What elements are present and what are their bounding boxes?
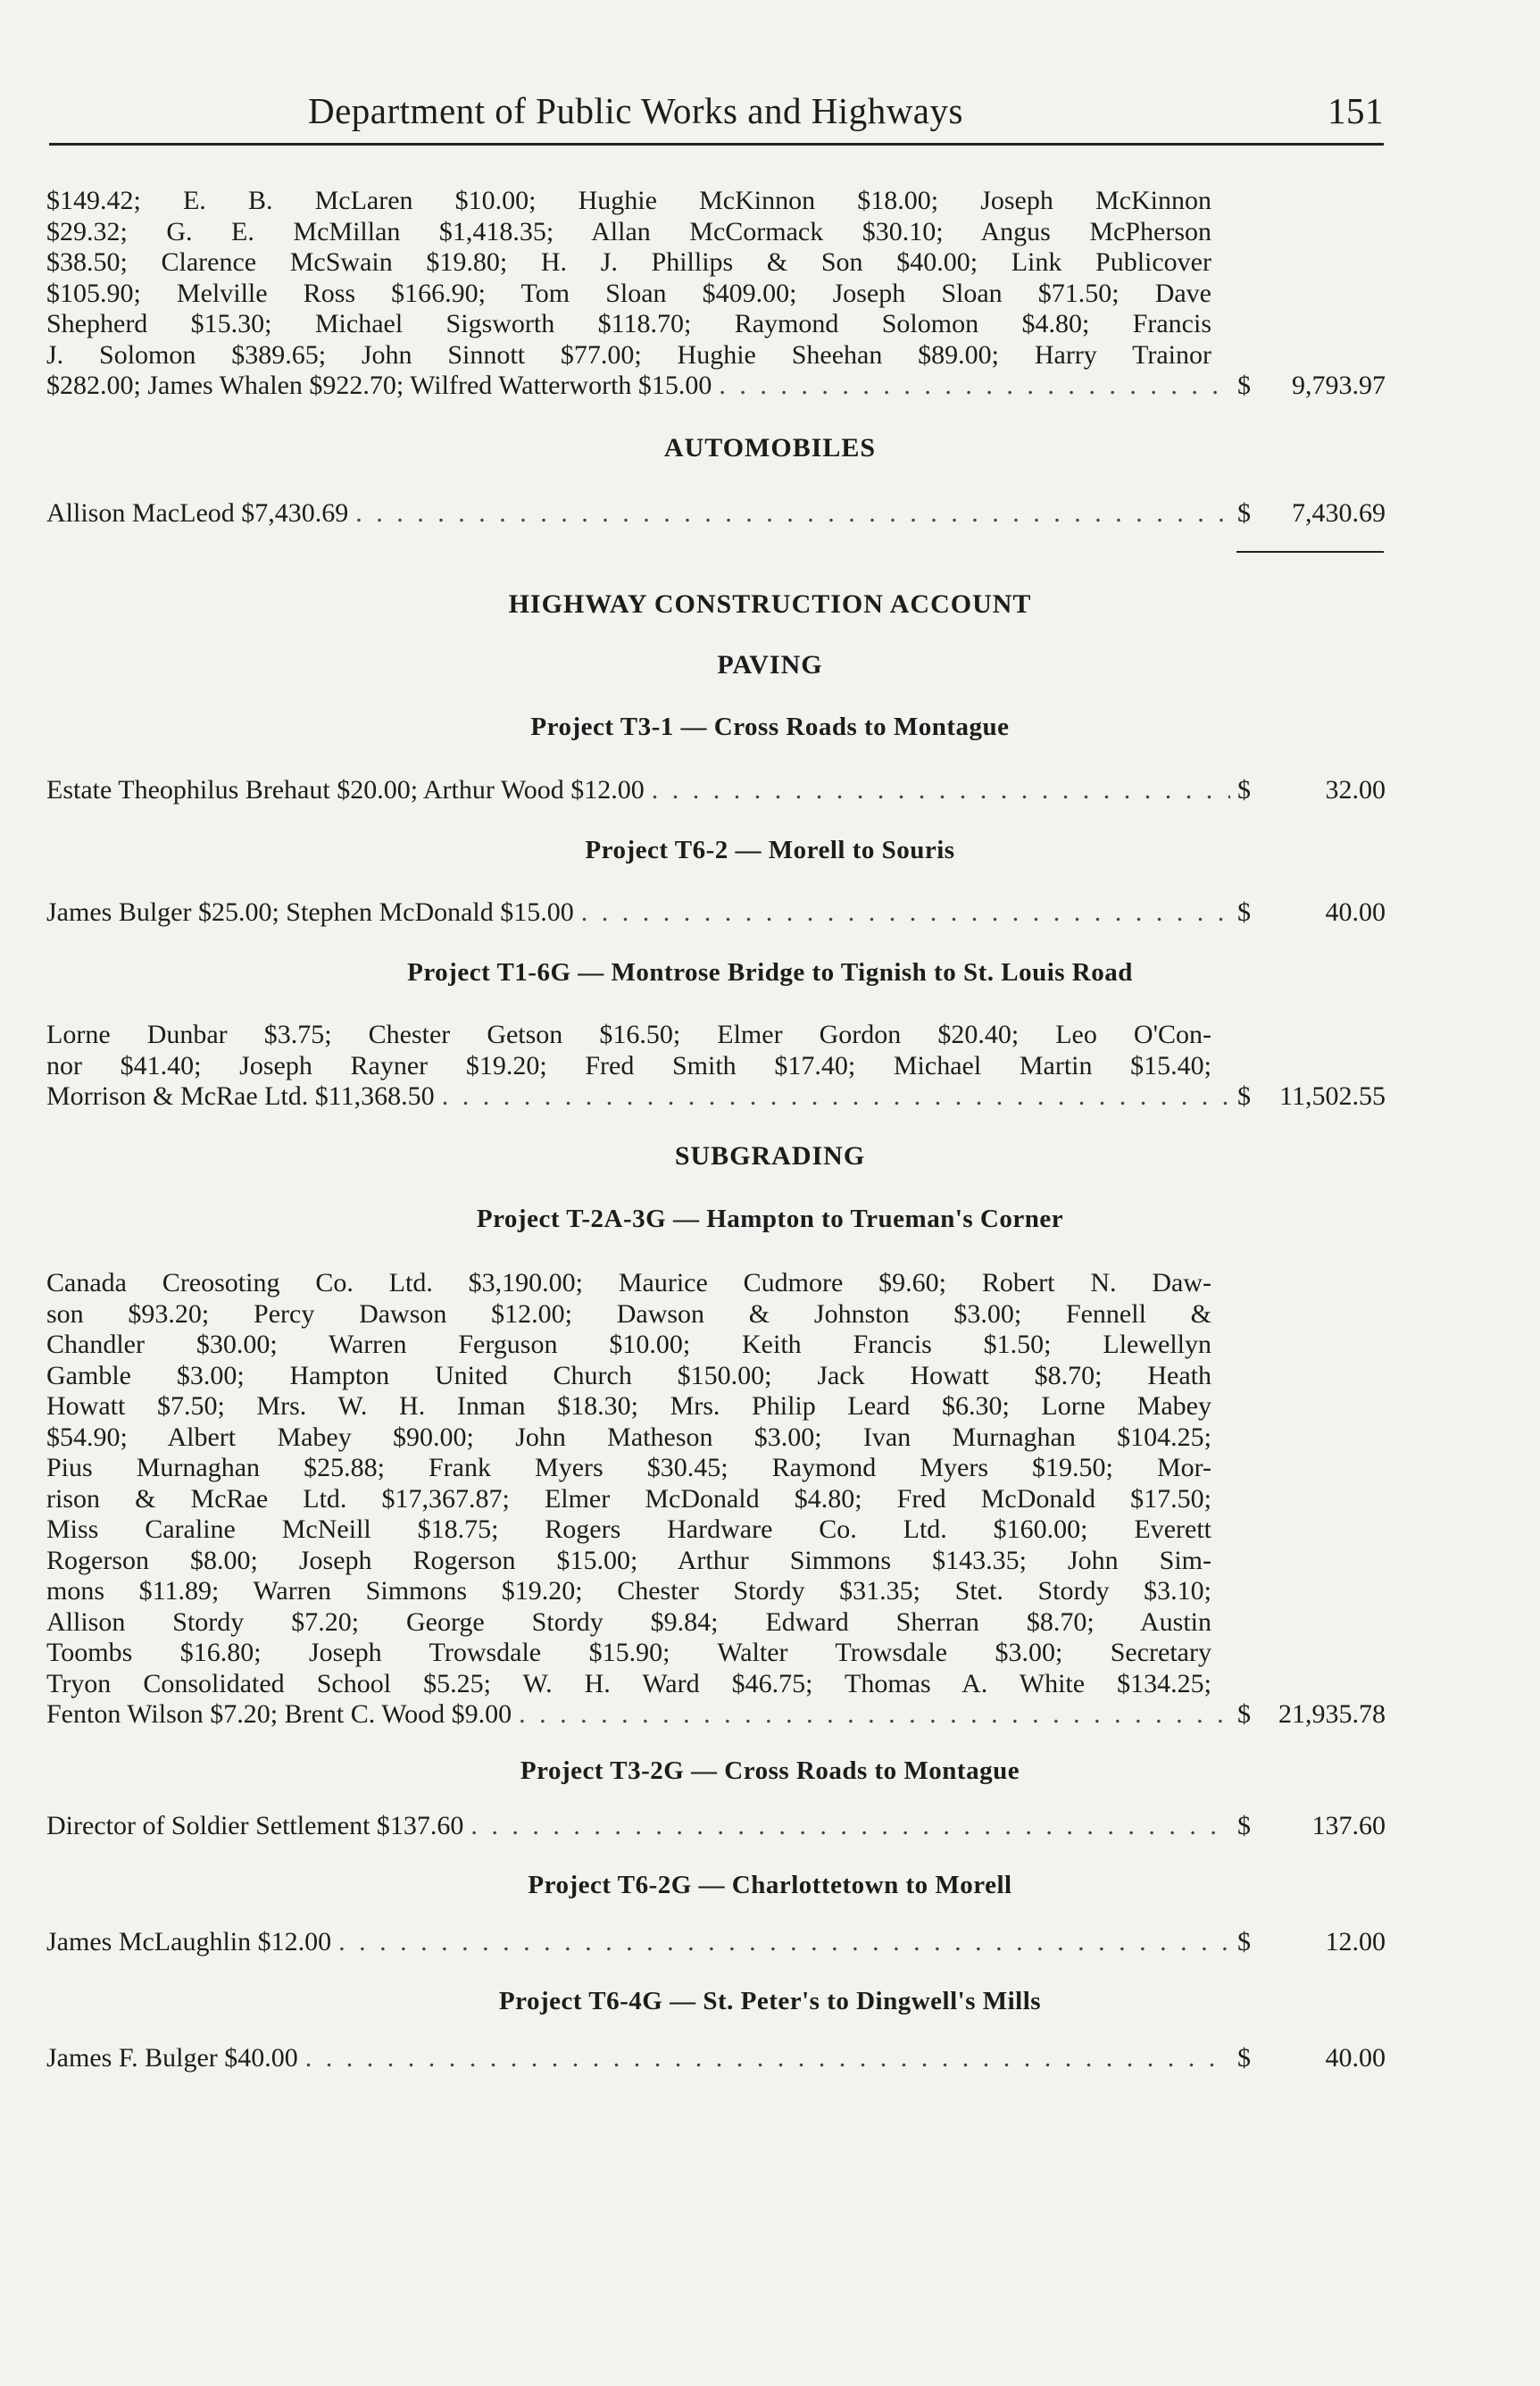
payment-line: James F. Bulger $40.00 (46, 2043, 298, 2073)
total-underline (1236, 551, 1384, 553)
project-title: Project T-2A-3G — Hampton to Trueman's Corner (476, 1205, 1064, 1233)
project-title: Project T3-1 — Cross Roads to Montague (530, 713, 1010, 741)
project-title: Project T3-2G — Cross Roads to Montague (520, 1756, 1020, 1785)
total-amount: 40.00 (1325, 2043, 1386, 2073)
dot-leader (519, 1699, 1230, 1731)
dot-leader (355, 498, 1230, 530)
currency-sign: $ (1237, 371, 1251, 400)
payment-line: nor $41.40; Joseph Rayner $19.20; Fred Smith $17.40; Michael Martin $15.40; (46, 1050, 1211, 1080)
project-block (46, 775, 1386, 806)
total-line (46, 1699, 1386, 1731)
payment-line: Tryon Consolidated School $5.25; W. H. Ward $46.75; Thomas A. White $134.25; (46, 1668, 1211, 1698)
payment-line: Morrison & McRae Ltd. $11,368.50 (46, 1081, 435, 1111)
payment-line: Pius Murnaghan $25.88; Frank Myers $30.45; Raymond Myers $19.50; Mor- (46, 1453, 1211, 1482)
payment-line: $149.42; E. B. McLaren $10.00; Hughie McKinnon $18.00; Joseph McKinnon (46, 186, 1211, 215)
project-title: Project T6-2G — Charlottetown to Morell (528, 1871, 1012, 1899)
payment-line: Estate Theophilus Brehaut $20.00; Arthur Wood $12.00 (46, 775, 645, 805)
currency-sign: $ (1237, 2043, 1251, 2073)
total-line (46, 1811, 1386, 1842)
running-header (49, 89, 1384, 143)
currency-sign: $ (1237, 1811, 1251, 1840)
payment-line: Allison Stordy $7.20; George Stordy $9.84; Edward Sherran $8.70; Austin (46, 1606, 1211, 1637)
total-line (46, 775, 1386, 806)
dot-leader (305, 2043, 1230, 2074)
payment-line: Chandler $30.00; Warren Ferguson $10.00; Keith Francis $1.50; Llewellyn (46, 1330, 1211, 1359)
header-title: Department of Public Works and Highways (308, 90, 963, 131)
payment-line: $282.00; James Whalen $922.70; Wilfred Watterworth $15.00 (46, 371, 712, 400)
total-line (46, 1927, 1386, 1958)
payment-line: Shepherd $15.30; Michael Sigsworth $118.70; Raymond Solomon $4.80; Francis (46, 309, 1211, 338)
automobiles-block (46, 498, 1386, 530)
payment-line: $54.90; Albert Mabey $90.00; John Matheson $3.00; Ivan Murnaghan $104.25; (46, 1422, 1211, 1452)
payment-line: Fenton Wilson $7.20; Brent C. Wood $9.00 (46, 1699, 512, 1729)
payment-line: James McLaughlin $12.00 (46, 1927, 332, 1956)
dot-leader (470, 1811, 1230, 1842)
total-line (46, 498, 1386, 530)
total-line (46, 371, 1386, 402)
total-amount: 11,502.55 (1279, 1081, 1386, 1111)
payment-line: mons $11.89; Warren Simmons $19.20; Chester Stordy $31.35; Stet. Stordy $3.10; (46, 1576, 1211, 1606)
project-title: Project T6-4G — St. Peter's to Dingwell's Mills (498, 1987, 1042, 2015)
section-heading-highway-account: HIGHWAY CONSTRUCTION ACCOUNT (508, 589, 1032, 619)
project-block (46, 1020, 1386, 1113)
total-line (46, 897, 1386, 929)
total-line (46, 1081, 1386, 1113)
project-block (46, 2043, 1386, 2074)
dot-leader (581, 897, 1230, 929)
payment-line: son $93.20; Percy Dawson $12.00; Dawson & Johnston $3.00; Fennell & (46, 1298, 1211, 1329)
payment-line: Howatt $7.50; Mrs. W. H. Inman $18.30; Mrs. Philip Leard $6.30; Lorne Mabey (46, 1391, 1211, 1421)
project-title: Project T6-2 — Morell to Souris (585, 836, 955, 864)
section-heading-paving: PAVING (717, 650, 823, 680)
section-heading-subgrading: SUBGRADING (674, 1141, 866, 1171)
total-amount: 12.00 (1325, 1927, 1386, 1956)
dot-leader (719, 371, 1230, 402)
dot-leader (338, 1927, 1230, 1958)
currency-sign: $ (1237, 1081, 1251, 1111)
payment-line: Director of Soldier Settlement $137.60 (46, 1811, 464, 1840)
project-block (46, 897, 1386, 929)
payment-line: Miss Caraline McNeill $18.75; Rogers Hardware Co. Ltd. $160.00; Everett (46, 1514, 1211, 1544)
payment-line: Canada Creosoting Co. Ltd. $3,190.00; Maurice Cudmore $9.60; Robert N. Daw- (46, 1268, 1211, 1297)
payment-line: $105.90; Melville Ross $166.90; Tom Sloan $409.00; Joseph Sloan $71.50; Dave (46, 278, 1211, 308)
currency-sign: $ (1237, 1927, 1251, 1956)
payment-line: Gamble $3.00; Hampton United Church $150.00; Jack Howatt $8.70; Heath (46, 1360, 1211, 1390)
payment-line: Rogerson $8.00; Joseph Rogerson $15.00; Arthur Simmons $143.35; John Sim- (46, 1545, 1211, 1575)
payment-line: Lorne Dunbar $3.75; Chester Getson $16.50; Elmer Gordon $20.40; Leo O'Con- (46, 1020, 1211, 1049)
project-block (46, 1268, 1386, 1731)
payment-line: $29.32; G. E. McMillan $1,418.35; Allan McCormack $30.10; Angus McPherson (46, 216, 1211, 246)
currency-sign: $ (1237, 897, 1251, 927)
project-block (46, 1927, 1386, 1958)
payment-line: Allison MacLeod $7,430.69 (46, 498, 349, 528)
currency-sign: $ (1237, 498, 1251, 528)
currency-sign: $ (1237, 1699, 1251, 1729)
payment-line: J. Solomon $389.65; John Sinnott $77.00; Hughie Sheehan $89.00; Harry Trainor (46, 339, 1211, 370)
payment-line: James Bulger $25.00; Stephen McDonald $15.00 (46, 897, 574, 927)
section-heading-automobiles: AUTOMOBILES (663, 433, 877, 463)
project-title: Project T1-6G — Montrose Bridge to Tignish to St. Louis Road (407, 958, 1133, 987)
total-amount: 21,935.78 (1278, 1699, 1386, 1729)
total-line (46, 2043, 1386, 2074)
total-amount: 7,430.69 (1292, 498, 1386, 528)
total-amount: 32.00 (1325, 775, 1386, 805)
page-number: 151 (1328, 90, 1384, 131)
currency-sign: $ (1237, 775, 1251, 805)
total-amount: 40.00 (1325, 897, 1386, 927)
payment-line: Toombs $16.80; Joseph Trowsdale $15.90; Walter Trowsdale $3.00; Secretary (46, 1638, 1211, 1667)
payment-line: rison & McRae Ltd. $17,367.87; Elmer McDonald $4.80; Fred McDonald $17.50; (46, 1483, 1211, 1514)
dot-leader (652, 775, 1230, 806)
continued-payments-block (46, 186, 1386, 402)
total-amount: 9,793.97 (1292, 371, 1386, 400)
total-amount: 137.60 (1311, 1811, 1386, 1840)
header-rule (49, 143, 1384, 146)
payment-line: $38.50; Clarence McSwain $19.80; H. J. Phillips & Son $40.00; Link Publicover (46, 247, 1211, 277)
dot-leader (442, 1081, 1230, 1113)
project-block (46, 1811, 1386, 1842)
